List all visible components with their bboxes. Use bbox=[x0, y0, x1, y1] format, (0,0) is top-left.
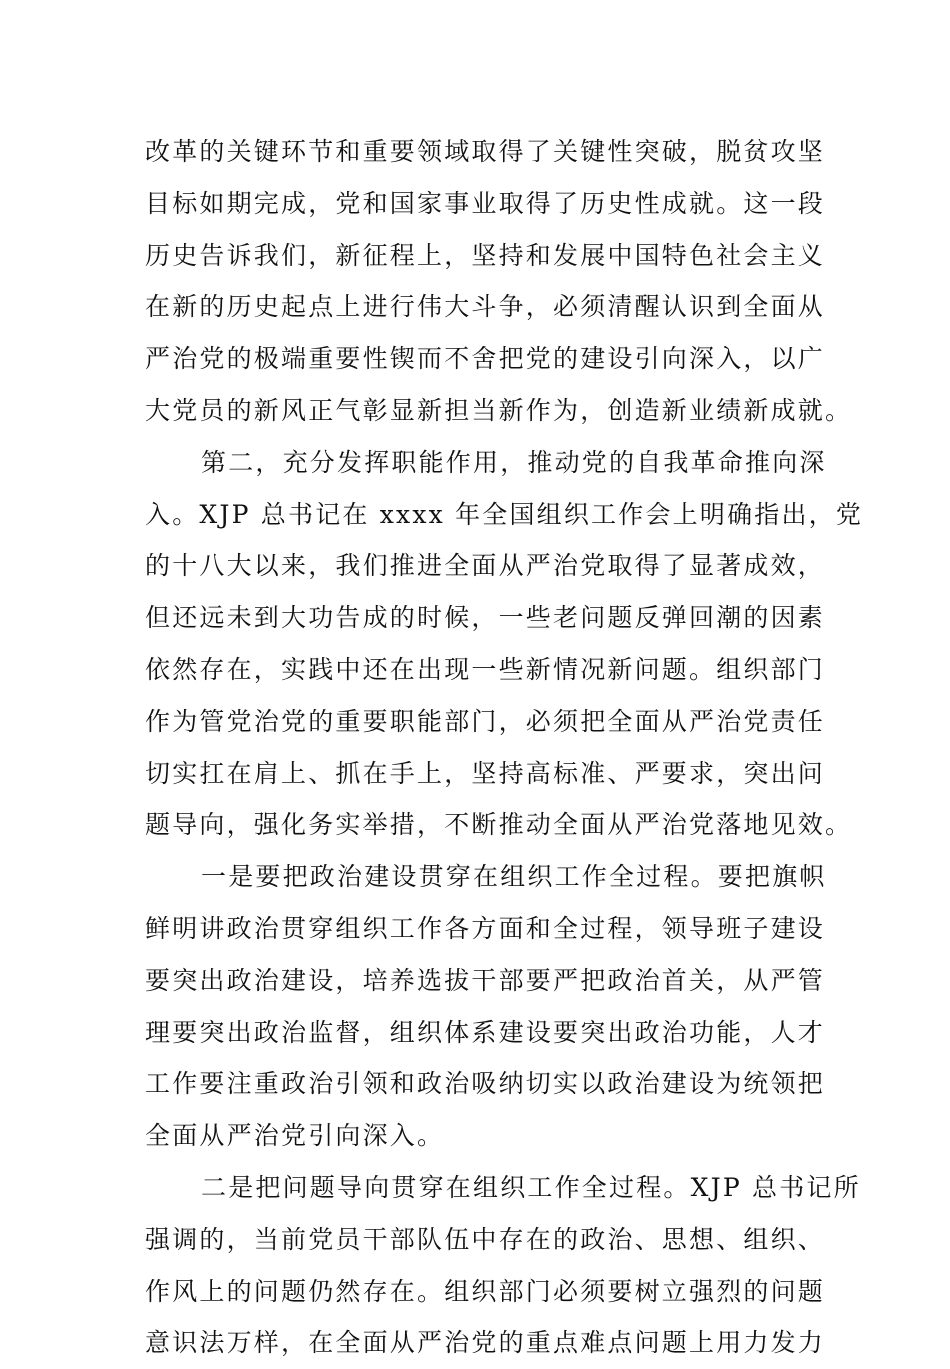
text-line: 在新的历史起点上进行伟大斗争，必须清醒认识到全面从 bbox=[145, 292, 826, 322]
text-line: 切实扛在肩上、抓在手上，坚持高标准、严要求，突出问 bbox=[145, 758, 826, 788]
text-line: 工作要注重政治引领和政治吸纳切实以政治建设为统领把 bbox=[145, 1069, 826, 1099]
text-line: 作风上的问题仍然存在。组织部门必须要树立强烈的问题 bbox=[145, 1276, 826, 1306]
text-line: 全面从严治党引向深入。 bbox=[145, 1121, 445, 1151]
text-line: 作为管党治党的重要职能部门，必须把全面从严治党责任 bbox=[145, 706, 826, 736]
text-line: 依然存在，实践中还在出现一些新情况新问题。组织部门 bbox=[145, 654, 826, 684]
paragraph-start-line: 二是把问题导向贯穿在组织工作全过程。XJP 总书记所 bbox=[201, 1172, 861, 1202]
text-line: 题导向，强化务实举措，不断推动全面从严治党落地见效。 bbox=[145, 810, 853, 840]
text-line: 改革的关键环节和重要领域取得了关键性突破，脱贫攻坚 bbox=[145, 137, 826, 166]
text-line: 的十八大以来，我们推进全面从严治党取得了显著成效， bbox=[145, 551, 826, 581]
text-line: 强调的，当前党员干部队伍中存在的政治、思想、组织、 bbox=[145, 1224, 826, 1254]
paragraph-start-line: 第二，充分发挥职能作用，推动党的自我革命推向深 bbox=[201, 447, 827, 477]
text-line: 理要突出政治监督，组织体系建设要突出政治功能，人才 bbox=[145, 1017, 826, 1047]
text-line: 鲜明讲政治贯穿组织工作各方面和全过程，领导班子建设 bbox=[145, 913, 826, 943]
text-line: 意识法万样，在全面从严治党的重点难点问题上用力发力 bbox=[145, 1328, 826, 1358]
document-body bbox=[145, 126, 864, 1369]
text-line: 入。XJP 总书记在 xxxx 年全国组织工作会上明确指出，党 bbox=[145, 499, 864, 529]
text-line: 要突出政治建设，培养选拔干部要严把政治首关，从严管 bbox=[145, 965, 826, 995]
text-line: 但还远未到大功告成的时候，一些老问题反弹回潮的因素 bbox=[145, 603, 826, 633]
text-line: 大党员的新风正气彰显新担当新作为，创造新业绩新成就。 bbox=[145, 395, 853, 425]
text-line: 历史告诉我们，新征程上，坚持和发展中国特色社会主义 bbox=[145, 240, 826, 270]
text-line: 目标如期完成，党和国家事业取得了历史性成就。这一段 bbox=[145, 188, 826, 218]
text-line: 严治党的极端重要性锲而不舍把党的建设引向深入，以广 bbox=[145, 344, 826, 374]
paragraph-start-line: 一是要把政治建设贯穿在组织工作全过程。要把旗帜 bbox=[201, 862, 827, 892]
